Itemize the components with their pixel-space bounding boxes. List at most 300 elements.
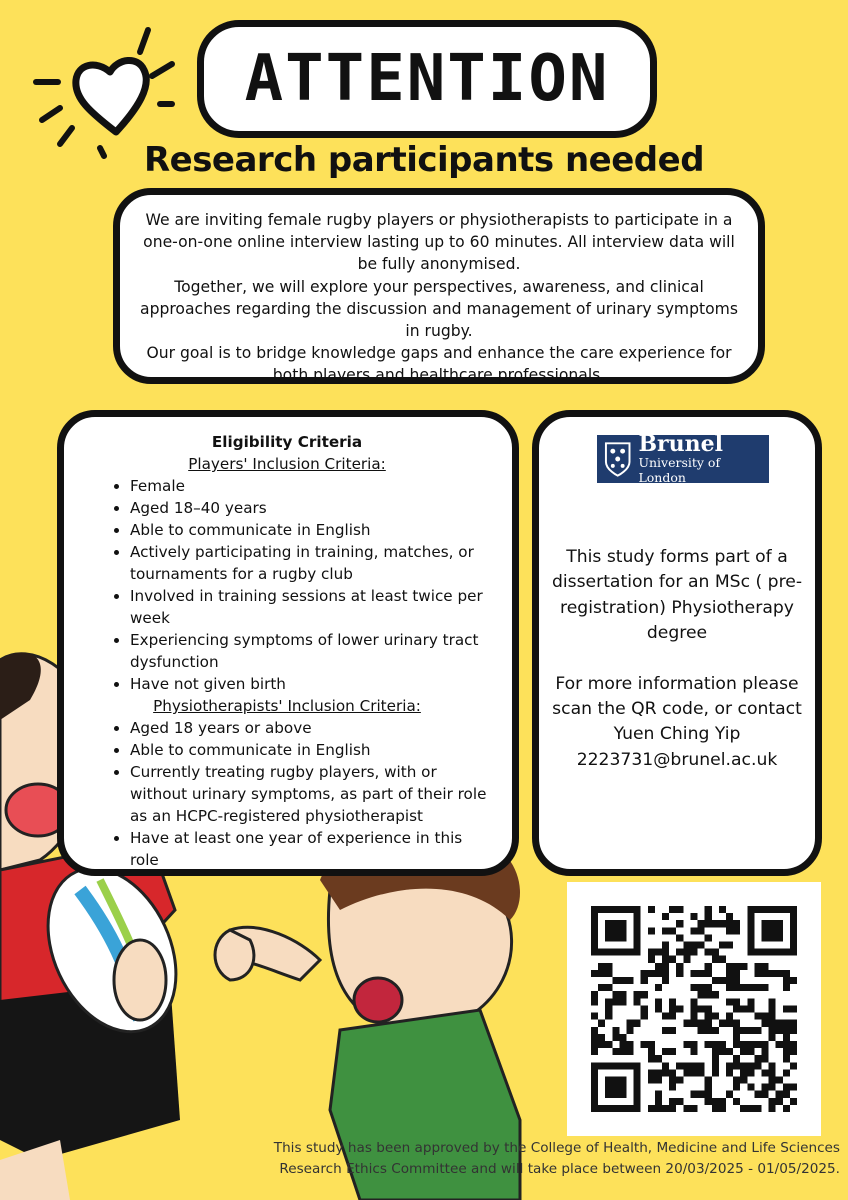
intro-paragraph: Our goal is to bridge knowledge gaps and enhance the care experience for both players and healthcare professionals. — [146, 344, 732, 385]
qr-module — [754, 1027, 761, 1034]
info-box — [532, 410, 822, 876]
qr-module — [690, 1048, 697, 1055]
qr-module — [790, 1041, 797, 1048]
qr-module — [769, 927, 776, 934]
qr-module — [740, 1005, 747, 1012]
qr-module — [747, 1027, 754, 1034]
qr-module — [712, 1069, 719, 1076]
qr-module — [733, 1055, 740, 1062]
qr-module — [690, 1069, 697, 1076]
qr-module — [634, 934, 641, 941]
qr-module — [790, 1062, 797, 1069]
qr-module — [719, 1041, 726, 1048]
qr-module — [769, 934, 776, 941]
qr-module — [655, 949, 662, 956]
qr-module — [669, 1069, 676, 1076]
qr-module — [591, 1076, 598, 1083]
qr-module — [676, 906, 683, 913]
qr-module — [627, 1062, 634, 1069]
qr-module — [662, 913, 669, 920]
qr-module — [705, 991, 712, 998]
qr-module — [740, 1069, 747, 1076]
qr-module — [783, 1005, 790, 1012]
qr-module — [591, 1027, 598, 1034]
info-text — [545, 545, 809, 773]
qr-module — [769, 1069, 776, 1076]
qr-module — [690, 984, 697, 991]
qr-module — [726, 1020, 733, 1027]
qr-module — [591, 913, 598, 920]
qr-module — [712, 1055, 719, 1062]
qr-module — [669, 1105, 676, 1112]
qr-module — [733, 1005, 740, 1012]
contact-line: For more information please scan the QR code, or contact — [552, 673, 802, 720]
qr-module — [662, 1105, 669, 1112]
qr-module — [591, 934, 598, 941]
qr-module — [740, 1076, 747, 1083]
qr-module — [698, 927, 705, 934]
qr-module — [747, 942, 754, 949]
qr-module — [662, 942, 669, 949]
qr-module — [605, 1084, 612, 1091]
qr-module — [747, 1005, 754, 1012]
ethics-footer: This study has been approved by the College of Health, Medicine and Life Sciences Research Ethics Committee and will take place between 20/03/2025 - 01/05/2025. — [273, 1140, 840, 1177]
qr-module — [726, 963, 733, 970]
qr-module — [790, 1027, 797, 1034]
eligibility-title: Eligibility Criteria — [211, 433, 363, 451]
qr-module — [655, 984, 662, 991]
qr-module — [733, 1098, 740, 1105]
qr-module — [719, 1020, 726, 1027]
eligibility-box — [57, 410, 519, 876]
qr-module — [726, 970, 733, 977]
qr-module — [783, 1091, 790, 1098]
qr-module — [783, 1069, 790, 1076]
qr-module — [690, 1013, 697, 1020]
qr-module — [698, 984, 705, 991]
qr-module — [676, 1005, 683, 1012]
qr-module — [627, 1048, 634, 1055]
qr-module — [669, 1027, 676, 1034]
qr-module — [598, 1041, 605, 1048]
qr-module — [747, 927, 754, 934]
qr-module — [776, 920, 783, 927]
qr-module — [712, 956, 719, 963]
qr-module — [591, 1069, 598, 1076]
qr-module — [619, 1076, 626, 1083]
qr-module — [591, 927, 598, 934]
qr-module — [669, 1084, 676, 1091]
qr-module — [669, 956, 676, 963]
qr-module — [690, 1005, 697, 1012]
qr-module — [612, 1034, 619, 1041]
list-item: • Currently treating rugby players, with or without urinary symptoms, as part of their role as an HCPC-registered physiotherapist — [130, 761, 490, 827]
players-criteria-list — [104, 475, 490, 695]
qr-module — [612, 1062, 619, 1069]
qr-module — [761, 906, 768, 913]
qr-module — [769, 920, 776, 927]
qr-module — [683, 1069, 690, 1076]
qr-module — [598, 1062, 605, 1069]
qr-module — [790, 927, 797, 934]
qr-module — [761, 1013, 768, 1020]
qr-module — [598, 1020, 605, 1027]
qr-module — [705, 1084, 712, 1091]
qr-module — [733, 963, 740, 970]
qr-module — [662, 1062, 669, 1069]
qr-module — [761, 920, 768, 927]
qr-module — [612, 949, 619, 956]
qr-module — [634, 991, 641, 998]
qr-module — [591, 906, 598, 913]
qr-module — [619, 977, 626, 984]
qr-module — [776, 1020, 783, 1027]
qr-module — [591, 1062, 598, 1069]
qr-module — [733, 1020, 740, 1027]
qr-module — [627, 1041, 634, 1048]
qr-module — [712, 1062, 719, 1069]
qr-module — [605, 1041, 612, 1048]
qr-module — [612, 1105, 619, 1112]
qr-module — [627, 1027, 634, 1034]
qr-module — [726, 1013, 733, 1020]
qr-module — [683, 942, 690, 949]
qr-module — [776, 1076, 783, 1083]
qr-module — [641, 991, 648, 998]
qr-module — [669, 1005, 676, 1012]
qr-module — [683, 1062, 690, 1069]
qr-module — [754, 984, 761, 991]
qr-module — [790, 934, 797, 941]
qr-module — [783, 1041, 790, 1048]
qr-module — [662, 927, 669, 934]
qr-module — [733, 1027, 740, 1034]
qr-module — [754, 970, 761, 977]
qr-module — [705, 934, 712, 941]
qr-module — [669, 998, 676, 1005]
list-item: • Female — [130, 475, 490, 497]
qr-module — [591, 998, 598, 1005]
physio-criteria-list — [104, 717, 490, 871]
qr-module — [712, 1027, 719, 1034]
qr-module — [612, 1076, 619, 1083]
qr-module — [698, 942, 705, 949]
qr-module — [783, 1055, 790, 1062]
qr-module — [719, 942, 726, 949]
qr-module — [790, 942, 797, 949]
qr-module — [769, 1027, 776, 1034]
qr-module — [726, 984, 733, 991]
list-item: • Able to communicate in English — [130, 519, 490, 541]
qr-module — [662, 970, 669, 977]
qr-module — [790, 906, 797, 913]
qr-module — [776, 906, 783, 913]
qr-module — [619, 934, 626, 941]
qr-module — [705, 1020, 712, 1027]
qr-module — [698, 1062, 705, 1069]
qr-module — [769, 1005, 776, 1012]
qr-module — [747, 1062, 754, 1069]
qr-module — [769, 949, 776, 956]
qr-module — [598, 970, 605, 977]
qr-module — [690, 1105, 697, 1112]
qr-module — [655, 963, 662, 970]
qr-module — [769, 1013, 776, 1020]
qr-module — [591, 1041, 598, 1048]
qr-module — [761, 963, 768, 970]
qr-module — [634, 920, 641, 927]
qr-module — [655, 1098, 662, 1105]
qr-module — [591, 920, 598, 927]
qr-module — [761, 1020, 768, 1027]
qr-module — [690, 998, 697, 1005]
qr-module — [598, 984, 605, 991]
qr-module — [690, 1020, 697, 1027]
qr-module — [634, 913, 641, 920]
qr-module — [634, 1105, 641, 1112]
qr-module — [761, 1084, 768, 1091]
qr-module — [726, 913, 733, 920]
qr-module — [655, 1091, 662, 1098]
qr-module — [705, 1005, 712, 1012]
qr-module — [698, 991, 705, 998]
qr-module — [648, 1048, 655, 1055]
qr-module — [790, 1098, 797, 1105]
qr-module — [591, 1048, 598, 1055]
qr-module — [776, 970, 783, 977]
qr-module — [790, 913, 797, 920]
qr-module — [690, 1041, 697, 1048]
qr-module — [605, 906, 612, 913]
qr-module — [698, 920, 705, 927]
qr-module — [655, 1055, 662, 1062]
qr-module — [698, 1069, 705, 1076]
qr-module — [662, 1027, 669, 1034]
qr-module — [719, 920, 726, 927]
qr-module — [783, 984, 790, 991]
qr-module — [627, 1020, 634, 1027]
qr-module — [676, 934, 683, 941]
qr-module — [783, 1105, 790, 1112]
qr-module — [612, 977, 619, 984]
qr-module — [733, 927, 740, 934]
qr-module — [591, 1034, 598, 1041]
qr-module — [619, 998, 626, 1005]
qr-module — [698, 1005, 705, 1012]
qr-module — [705, 1013, 712, 1020]
qr-code[interactable] — [567, 882, 821, 1136]
qr-module — [754, 1105, 761, 1112]
qr-code-graphic — [591, 906, 797, 1112]
qr-module — [705, 906, 712, 913]
qr-module — [733, 1084, 740, 1091]
qr-module — [662, 963, 669, 970]
qr-module — [776, 1041, 783, 1048]
qr-module — [705, 984, 712, 991]
qr-module — [712, 977, 719, 984]
qr-module — [641, 1013, 648, 1020]
qr-module — [605, 1105, 612, 1112]
qr-module — [754, 1013, 761, 1020]
qr-module — [634, 906, 641, 913]
qr-module — [669, 1013, 676, 1020]
qr-module — [747, 920, 754, 927]
qr-module — [719, 1098, 726, 1105]
qr-module — [619, 906, 626, 913]
qr-module — [634, 1069, 641, 1076]
qr-module — [790, 977, 797, 984]
qr-module — [761, 984, 768, 991]
qr-module — [754, 949, 761, 956]
qr-module — [705, 913, 712, 920]
list-item: • Aged 18–40 years — [130, 497, 490, 519]
qr-module — [747, 913, 754, 920]
qr-module — [612, 1048, 619, 1055]
qr-module — [605, 1062, 612, 1069]
qr-module — [761, 949, 768, 956]
qr-module — [591, 1084, 598, 1091]
qr-module — [612, 906, 619, 913]
qr-module — [705, 1076, 712, 1083]
qr-module — [776, 949, 783, 956]
qr-module — [733, 977, 740, 984]
qr-module — [641, 977, 648, 984]
qr-module — [634, 1091, 641, 1098]
qr-module — [769, 1020, 776, 1027]
qr-module — [783, 1084, 790, 1091]
qr-module — [683, 1041, 690, 1048]
qr-module — [591, 1013, 598, 1020]
qr-module — [662, 949, 669, 956]
qr-module — [776, 927, 783, 934]
qr-module — [783, 906, 790, 913]
qr-module — [690, 927, 697, 934]
players-heading: Players' Inclusion Criteria: — [188, 455, 386, 473]
qr-module — [669, 927, 676, 934]
qr-module — [705, 920, 712, 927]
qr-module — [698, 970, 705, 977]
qr-module — [669, 906, 676, 913]
qr-module — [790, 1020, 797, 1027]
contact-email[interactable]: 2223731@brunel.ac.uk — [576, 749, 778, 770]
qr-module — [733, 920, 740, 927]
qr-module — [733, 1062, 740, 1069]
qr-module — [747, 998, 754, 1005]
qr-module — [655, 998, 662, 1005]
qr-module — [676, 970, 683, 977]
qr-module — [705, 1027, 712, 1034]
qr-module — [769, 998, 776, 1005]
qr-module — [605, 1091, 612, 1098]
qr-module — [761, 970, 768, 977]
list-item: • Have at least one year of experience in this role — [130, 827, 490, 871]
qr-module — [683, 956, 690, 963]
qr-module — [754, 1091, 761, 1098]
contact-name: Yuen Ching Yip — [613, 724, 741, 745]
qr-module — [761, 934, 768, 941]
qr-module — [683, 1020, 690, 1027]
qr-module — [655, 970, 662, 977]
qr-module — [754, 1041, 761, 1048]
qr-module — [790, 1084, 797, 1091]
qr-module — [634, 1076, 641, 1083]
qr-module — [712, 949, 719, 956]
qr-module — [655, 1005, 662, 1012]
qr-module — [605, 934, 612, 941]
qr-module — [747, 934, 754, 941]
qr-module — [712, 920, 719, 927]
qr-module — [747, 906, 754, 913]
qr-module — [605, 963, 612, 970]
qr-module — [605, 1076, 612, 1083]
qr-module — [761, 1048, 768, 1055]
qr-module — [619, 1034, 626, 1041]
qr-module — [655, 1105, 662, 1112]
qr-module — [648, 1105, 655, 1112]
qr-module — [648, 956, 655, 963]
qr-module — [747, 1069, 754, 1076]
qr-module — [612, 998, 619, 1005]
qr-module — [712, 1013, 719, 1020]
qr-module — [705, 970, 712, 977]
qr-module — [627, 949, 634, 956]
qr-module — [591, 949, 598, 956]
qr-module — [761, 1055, 768, 1062]
qr-module — [690, 913, 697, 920]
attention-title: ATTENTION — [244, 42, 610, 116]
qr-module — [676, 920, 683, 927]
qr-module — [648, 1076, 655, 1083]
qr-module — [769, 906, 776, 913]
qr-module — [733, 1041, 740, 1048]
qr-module — [648, 927, 655, 934]
qr-module — [712, 991, 719, 998]
qr-module — [690, 949, 697, 956]
qr-module — [719, 1048, 726, 1055]
qr-module — [634, 1020, 641, 1027]
qr-module — [648, 906, 655, 913]
qr-module — [619, 920, 626, 927]
qr-module — [612, 991, 619, 998]
crest-icon — [603, 440, 632, 478]
qr-module — [619, 1062, 626, 1069]
list-item: • Involved in training sessions at least twice per week — [130, 585, 490, 629]
qr-module — [669, 1098, 676, 1105]
qr-module — [619, 1041, 626, 1048]
qr-module — [740, 1062, 747, 1069]
qr-module — [648, 1041, 655, 1048]
qr-module — [783, 1027, 790, 1034]
qr-module — [662, 977, 669, 984]
qr-module — [769, 1076, 776, 1083]
qr-module — [605, 984, 612, 991]
list-item: • Have not given birth — [130, 673, 490, 695]
qr-module — [641, 1005, 648, 1012]
qr-module — [761, 1069, 768, 1076]
qr-module — [719, 1105, 726, 1112]
qr-module — [705, 949, 712, 956]
qr-module — [662, 1048, 669, 1055]
qr-module — [740, 1048, 747, 1055]
qr-module — [705, 1091, 712, 1098]
qr-module — [790, 920, 797, 927]
intro-paragraph: Together, we will explore your perspectives, awareness, and clinical approaches regarding the discussion and management of urinary symptoms in rugby. — [140, 277, 738, 341]
qr-module — [733, 984, 740, 991]
qr-module — [747, 1041, 754, 1048]
qr-module — [733, 1076, 740, 1083]
qr-module — [712, 1098, 719, 1105]
qr-module — [726, 920, 733, 927]
